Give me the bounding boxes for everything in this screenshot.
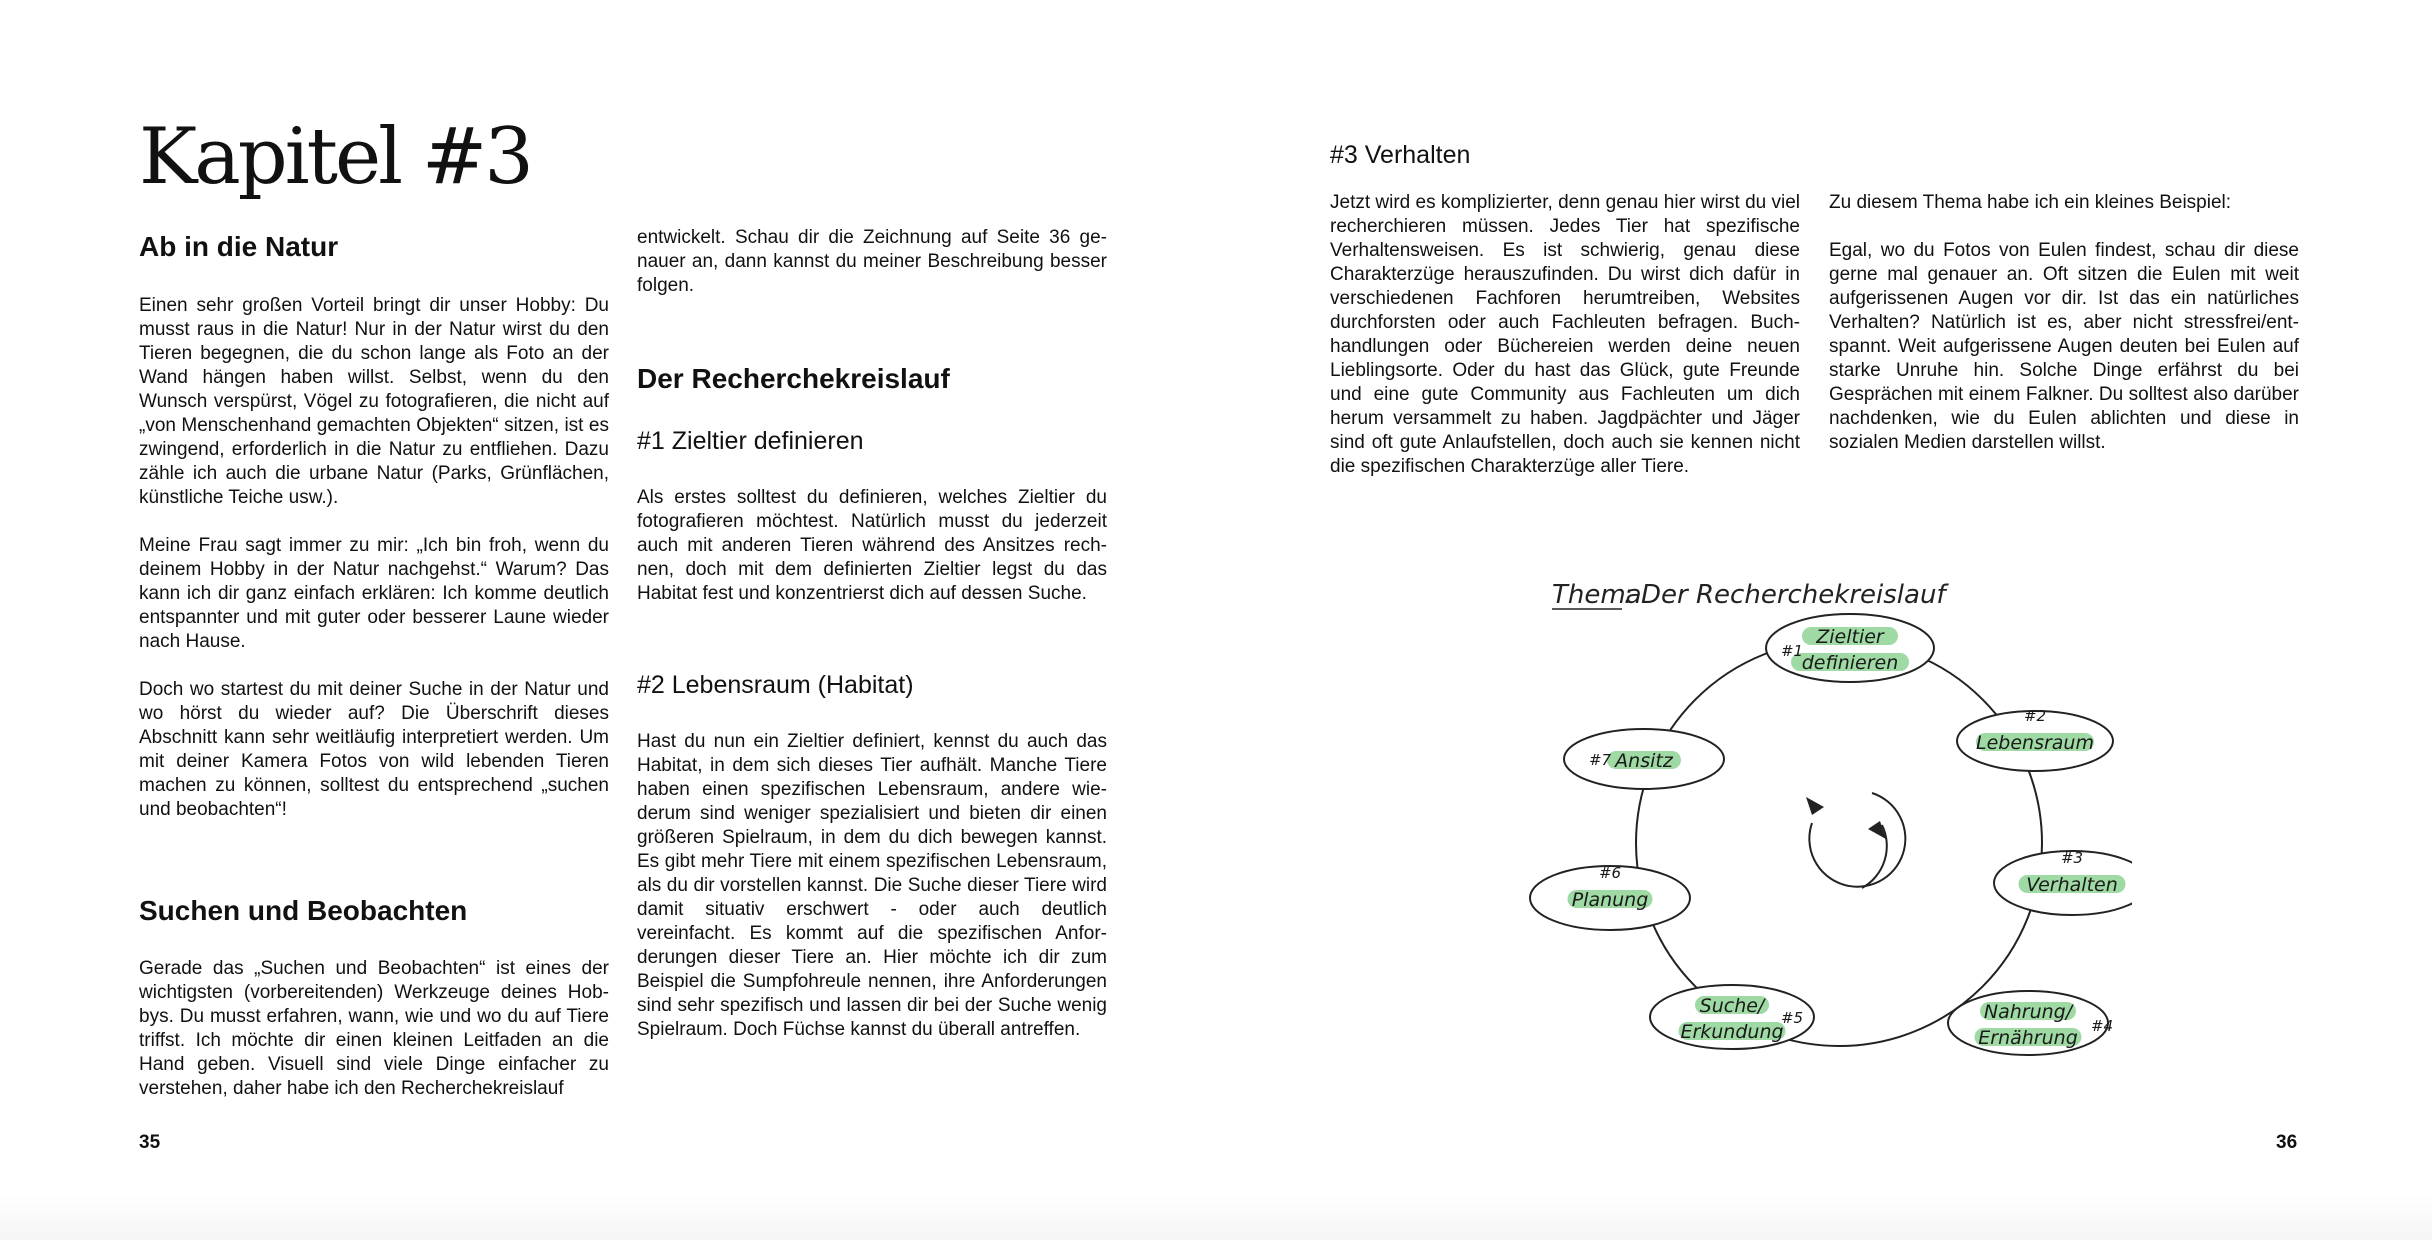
paragraph: Doch wo startest du mit deiner Suche in der Natur und wo hörst du wieder auf? Die Überschrift dieses Abschnitt kann sehr weitläufig interpretiert werden. Um mit deiner Kamera Fotos von wild lebenden Tieren machen zu können, solltest du entsprechend „suchen und beobachten“! [139, 678, 609, 820]
cycle-node-label: Erkundung [1680, 1021, 1784, 1043]
page-number-right: 36 [2276, 1132, 2298, 1153]
cycle-node-label: Nahrung/ [1983, 1001, 2073, 1023]
step1-heading: #1 Zieltier definieren [637, 426, 864, 455]
paragraph: Einen sehr großen Vorteil bringt dir unser Hobby: Du musst raus in die Natur! Nur in der Natur wirst du den Tieren begegnen, die du schon lange als Foto an der Wand hängen haben willst. Selbst, wenn du den Wunsch verspürst, Vögel zu fotografieren, die nicht auf „von Menschenhand gemachten Objekten“ sitzen, ist es zwingend, erforderlich in die Natur zu entfliehen. Dazu zähle ich auch die urbane Natur (Parks, Grünflächen, künstliche Teiche usw.). [139, 294, 609, 508]
cycle-node-number: #5 [1780, 1009, 1804, 1027]
section-heading-suchen-und-beobachten: Suchen und Beobachten [139, 894, 468, 926]
cycle-node-6 [1530, 864, 1690, 930]
paragraph: Als erstes solltest du definieren, welches Zieltier du fotografieren möchtest. Natürlich musst du jederzeit auch mit anderen Tieren während des Ansitzes rechnen, doch mit dem definierten Zieltier legst du das Habitat fest und konzentrierst dich auf dessen Suche. [637, 486, 1107, 604]
paragraph: Hast du nun ein Zieltier definiert, kennst du auch das Habitat, in dem sich dieses Tier aufhält. Manche Tiere haben einen spezifischen Lebensraum, andere wiederum sind weniger spezialisiert und bieten dir einen größeren Spielraum, in dem du dich bewegen kannst. Es gibt mehr Tiere mit einem spezifischen Lebensraum, als du dir vorstellen kannst. Die Suche dieser Tiere wird damit situativ erschwert - oder auch deutlich vereinfacht. Es kommt auf die spezifischen Anforderungen dieser Tiere an. Hier möchte ich dir zum Beispiel die Sumpfohreule nennen, ihre Anforderungen sind sehr spezifisch und lassen dir bei der Suche wenig Spielraum. Doch Füchse kannst du überall antreffen. [637, 730, 1107, 1040]
cycle-node-label: definieren [1801, 652, 1899, 674]
cycle-node-label: Zieltier [1816, 626, 1884, 648]
step3-heading: #3 Verhalten [1330, 141, 1471, 169]
diagram-title-prefix: Thema [1552, 580, 1642, 610]
cycle-node-2 [1957, 707, 2113, 771]
cycle-node-label: Suche/ [1699, 995, 1765, 1017]
cycle-node-label: Planung [1571, 889, 1649, 911]
cycle-node-label: Verhalten [2026, 874, 2118, 896]
cycle-node-number: #4 [2090, 1017, 2114, 1035]
left-column [139, 230, 609, 1101]
cycle-node-number: #6 [1598, 864, 1622, 882]
research-cycle-diagram [1512, 563, 2132, 1073]
cycle-node-4 [1948, 991, 2113, 1055]
cycle-node-number: #1 [1780, 642, 1804, 660]
page-number-left: 35 [139, 1132, 161, 1153]
cycle-node-number: #2 [2023, 707, 2047, 725]
paragraph: Meine Frau sagt immer zu mir: „Ich bin froh, wenn du deinem Hobby in der Natur nachgehst.“ Warum? Das kann ich dir ganz einfach erklären: Ich komme deutlich entspannter und mit guter oder besserer Laune wieder nach Hause. [139, 534, 609, 652]
cycle-node-label: Lebensraum [1976, 732, 2094, 754]
cycle-node-number: #7 [1588, 751, 1612, 769]
diagram-title: : Der Recherchekreislauf [1624, 580, 1946, 610]
section-heading-ab-in-die-natur: Ab in die Natur [139, 231, 339, 262]
cycle-node-label: Ernährung [1978, 1027, 2078, 1049]
paragraph: entwickelt. Schau dir die Zeichnung auf Seite 36 genauer an, dann kannst du meiner Beschreibung besser folgen. [637, 227, 1107, 296]
right-column-2 [1829, 191, 2299, 455]
paragraph: Zu diesem Thema habe ich ein kleines Beispiel: [1829, 192, 2232, 213]
cycle-node-label: Ansitz [1615, 750, 1673, 772]
right-column-1 [1330, 191, 1800, 479]
cycle-node-1 [1766, 614, 1934, 682]
cycle-node-number: #3 [2060, 849, 2084, 867]
paragraph: Gerade das „Suchen und Beobachten“ ist eines der wichtigsten (vorbereitenden) Werkzeuge deines Hobbys. Du musst erfahren, wann, wie und wo du auf Tiere triffst. Ich möchte dir einen kleinen Leitfaden an die Hand geben. Visuell sind viele Dinge einfacher zu verstehen, daher habe ich den Recherchekreislauf [139, 958, 609, 1100]
right-page [1216, 0, 2432, 1240]
section-heading-recherchekreislauf: Der Recherchekreislauf [637, 363, 950, 394]
cycle-ring [1636, 640, 2042, 1046]
cycle-node-7 [1564, 729, 1724, 789]
step2-heading: #2 Lebensraum (Habitat) [637, 670, 914, 699]
middle-column [637, 226, 1107, 1042]
chapter-title: Kapitel #3 [139, 112, 531, 202]
paragraph: Jetzt wird es komplizierter, denn genau hier wirst du viel recherchieren müssen. Jedes Tier hat spezifische Verhaltensweisen. Es ist schwierig, genau diese Charakterzüge herauszufinden. Du wirst dich dafür in verschiedenen Fachforen herumtreiben, Websites durchforsten oder auch Fachleuten befragen. Buchhandlungen oder Büchereien werden deine neuen Lieblingsorte. Oder du hast das Glück, gute Freunde und eine gute Community aus Fachleuten um dich herum versammelt zu haben. Jagdpächter und Jäger sind oft gute Anlaufstellen, doch auch sie kennen nicht die spezifischen Charakterzüge aller Tiere. [1330, 192, 1800, 477]
cycle-node-5 [1650, 985, 1814, 1049]
page-shadow [0, 1195, 2432, 1240]
cycle-node-3 [1994, 849, 2132, 915]
paragraph: Egal, wo du Fotos von Eulen findest, schau dir diese gerne mal genauer an. Oft sitzen die Eulen mit weit aufgerissenen Augen vor dir. Ist das ein natürliches Verhalten? Natürlich ist es, aber nicht stressfrei/entspannt. Weit aufgerissene Augen deuten bei Eulen auf starke Unruhe hin. Solche Dinge erfährst du bei Gesprächen mit einem Falkner. Du solltest also darüber nachdenken, wie du Eulen ablichten und diese in sozialen Medien darstellen willst. [1829, 240, 2299, 453]
